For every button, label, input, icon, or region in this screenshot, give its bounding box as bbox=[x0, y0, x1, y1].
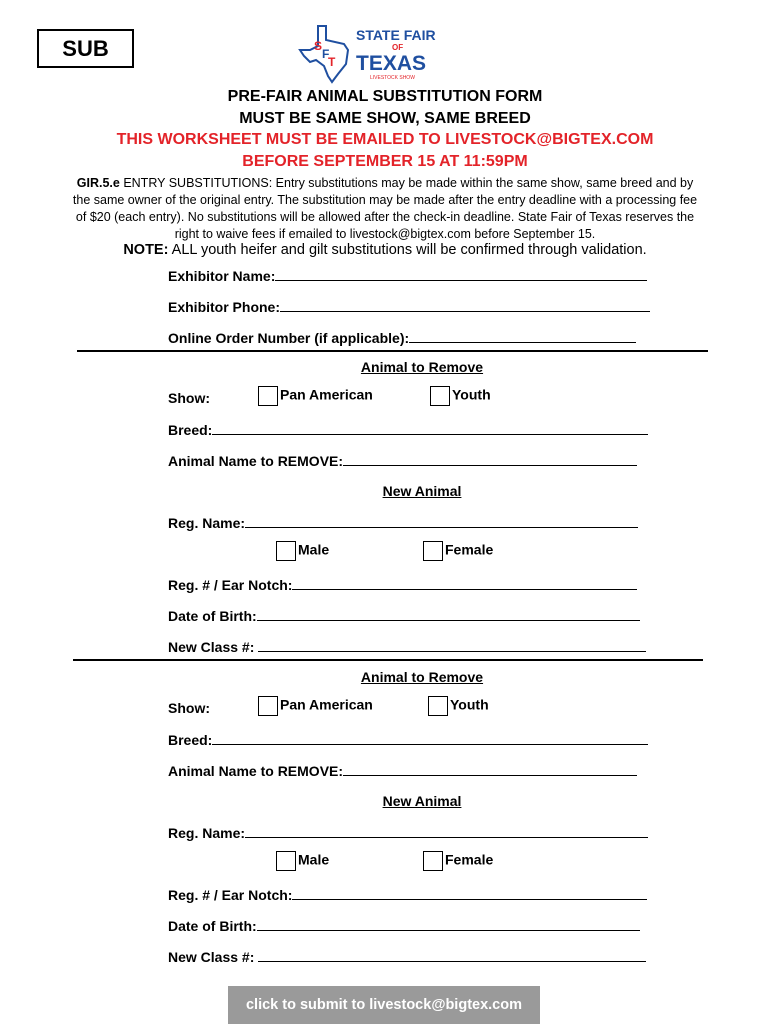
sub-label: SUB bbox=[62, 35, 109, 61]
pan-american-option-1[interactable] bbox=[258, 386, 373, 406]
youth-checkbox-1[interactable] bbox=[430, 386, 450, 406]
dob-row-2 bbox=[168, 917, 640, 934]
show-label-2: Show: bbox=[168, 700, 210, 716]
exhibitor-phone-label: Exhibitor Phone: bbox=[168, 299, 280, 315]
breed-row-1 bbox=[168, 421, 648, 438]
pan-american-option-2[interactable] bbox=[258, 696, 373, 716]
reg-number-label-2: Reg. # / Ear Notch: bbox=[168, 887, 293, 903]
female-label-2: Female bbox=[445, 851, 494, 868]
reg-number-field-2[interactable] bbox=[292, 886, 647, 900]
youth-checkbox-2[interactable] bbox=[428, 696, 448, 716]
remove-name-row-2 bbox=[168, 762, 637, 779]
rule-line-3: of $20 (each entry). No substitutions will be allowed after the check-in deadline. State Fair of Texas reserves the bbox=[75, 210, 695, 224]
new-class-field-2[interactable] bbox=[258, 948, 646, 962]
remove-name-field-2[interactable] bbox=[343, 762, 637, 776]
svg-text:F: F bbox=[322, 47, 330, 61]
exhibitor-name-label: Exhibitor Name: bbox=[168, 268, 276, 284]
reg-name-row-1 bbox=[168, 514, 638, 531]
rule-line-1: ENTRY SUBSTITUTIONS: Entry substitutions may be made within the same show, same breed and by bbox=[119, 176, 694, 190]
reg-number-row-1 bbox=[168, 576, 637, 593]
dob-field-1[interactable] bbox=[257, 607, 640, 621]
reg-name-field-2[interactable] bbox=[245, 824, 648, 838]
exhibitor-name-row bbox=[168, 267, 647, 284]
note-label: NOTE: bbox=[123, 242, 169, 258]
female-checkbox-2[interactable] bbox=[423, 851, 443, 871]
male-label-1: Male bbox=[298, 541, 330, 558]
animal-to-remove-title-2: Animal to Remove bbox=[360, 669, 484, 685]
divider-1 bbox=[77, 350, 708, 352]
reg-name-row-2 bbox=[168, 824, 648, 841]
new-class-row-1 bbox=[168, 638, 646, 655]
divider-2 bbox=[73, 659, 703, 661]
female-option-1[interactable] bbox=[423, 541, 493, 561]
svg-text:T: T bbox=[328, 55, 336, 69]
svg-text:LIVESTOCK SHOW: LIVESTOCK SHOW bbox=[370, 75, 415, 81]
logo-state-fair-text: STATE FAIR bbox=[356, 27, 436, 43]
submit-button-label: click to submit to livestock@bigtex.com bbox=[245, 997, 522, 1013]
logo-texas-text: TEXAS bbox=[356, 52, 427, 75]
reg-name-label-2: Reg. Name: bbox=[168, 825, 246, 841]
remove-name-row-1 bbox=[168, 452, 637, 469]
male-label-2: Male bbox=[298, 851, 330, 868]
pan-american-label-1: Pan American bbox=[280, 386, 373, 403]
reg-number-row-2 bbox=[168, 886, 647, 903]
rule-line-2: the same owner of the original entry. The substitution may be made after the entry deadline with a processing fee bbox=[72, 193, 698, 207]
new-class-row-2 bbox=[168, 948, 646, 965]
order-number-row bbox=[168, 329, 636, 346]
form-title: PRE-FAIR ANIMAL SUBSTITUTION FORM bbox=[227, 88, 543, 105]
youth-option-1[interactable] bbox=[430, 386, 491, 406]
breed-label-1: Breed: bbox=[168, 422, 213, 438]
male-checkbox-2[interactable] bbox=[276, 851, 296, 871]
breed-label-2: Breed: bbox=[168, 732, 213, 748]
svg-text:S: S bbox=[314, 39, 323, 53]
state-fair-of-texas-logo bbox=[296, 20, 446, 84]
youth-label-2: Youth bbox=[450, 696, 489, 713]
pan-american-label-2: Pan American bbox=[280, 696, 373, 713]
deadline-notice: BEFORE SEPTEMBER 15 AT 11:59PM bbox=[242, 153, 528, 170]
female-option-2[interactable] bbox=[423, 851, 493, 871]
breed-field-2[interactable] bbox=[212, 731, 648, 745]
rule-line-4: right to waive fees if emailed to livestock@bigtex.com before September 15. bbox=[174, 227, 596, 241]
male-option-2[interactable] bbox=[276, 851, 329, 871]
breed-row-2 bbox=[168, 731, 648, 748]
breed-field-1[interactable] bbox=[212, 421, 648, 435]
order-number-label: Online Order Number (if applicable): bbox=[168, 330, 410, 346]
exhibitor-name-field[interactable] bbox=[275, 267, 647, 281]
reg-name-label-1: Reg. Name: bbox=[168, 515, 246, 531]
note bbox=[0, 242, 770, 258]
show-label-1: Show: bbox=[168, 390, 210, 406]
remove-name-field-1[interactable] bbox=[343, 452, 637, 466]
reg-number-label-1: Reg. # / Ear Notch: bbox=[168, 577, 293, 593]
rule-text bbox=[35, 175, 735, 243]
youth-label-1: Youth bbox=[452, 386, 491, 403]
youth-option-2[interactable] bbox=[428, 696, 489, 716]
male-checkbox-1[interactable] bbox=[276, 541, 296, 561]
new-animal-title-1: New Animal bbox=[382, 483, 462, 499]
submit-email-button[interactable] bbox=[228, 986, 540, 1024]
dob-label-2: Date of Birth: bbox=[168, 918, 257, 934]
reg-name-field-1[interactable] bbox=[245, 514, 638, 528]
svg-text:OF: OF bbox=[392, 43, 404, 52]
exhibitor-phone-field[interactable] bbox=[280, 298, 650, 312]
dob-label-1: Date of Birth: bbox=[168, 608, 257, 624]
form-subtitle: MUST BE SAME SHOW, SAME BREED bbox=[239, 110, 531, 127]
remove-name-label-2: Animal Name to REMOVE: bbox=[168, 763, 344, 779]
animal-to-remove-title-1: Animal to Remove bbox=[360, 359, 484, 375]
note-text: ALL youth heifer and gilt substitutions will be confirmed through validation. bbox=[168, 242, 647, 258]
order-number-field[interactable] bbox=[409, 329, 636, 343]
dob-field-2[interactable] bbox=[257, 917, 640, 931]
dob-row-1 bbox=[168, 607, 640, 624]
remove-name-label-1: Animal Name to REMOVE: bbox=[168, 453, 344, 469]
email-notice: THIS WORKSHEET MUST BE EMAILED TO LIVESTOCK@BIGTEX.COM bbox=[116, 131, 654, 148]
new-class-field-1[interactable] bbox=[258, 638, 646, 652]
sub-label-box bbox=[37, 29, 134, 68]
reg-number-field-1[interactable] bbox=[292, 576, 637, 590]
rule-code: GIR.5.e bbox=[76, 176, 120, 190]
new-class-label-1: New Class #: bbox=[168, 639, 255, 655]
new-animal-title-2: New Animal bbox=[382, 793, 462, 809]
male-option-1[interactable] bbox=[276, 541, 329, 561]
exhibitor-phone-row bbox=[168, 298, 650, 315]
pan-american-checkbox-2[interactable] bbox=[258, 696, 278, 716]
pan-american-checkbox-1[interactable] bbox=[258, 386, 278, 406]
new-class-label-2: New Class #: bbox=[168, 949, 255, 965]
female-label-1: Female bbox=[445, 541, 494, 558]
female-checkbox-1[interactable] bbox=[423, 541, 443, 561]
